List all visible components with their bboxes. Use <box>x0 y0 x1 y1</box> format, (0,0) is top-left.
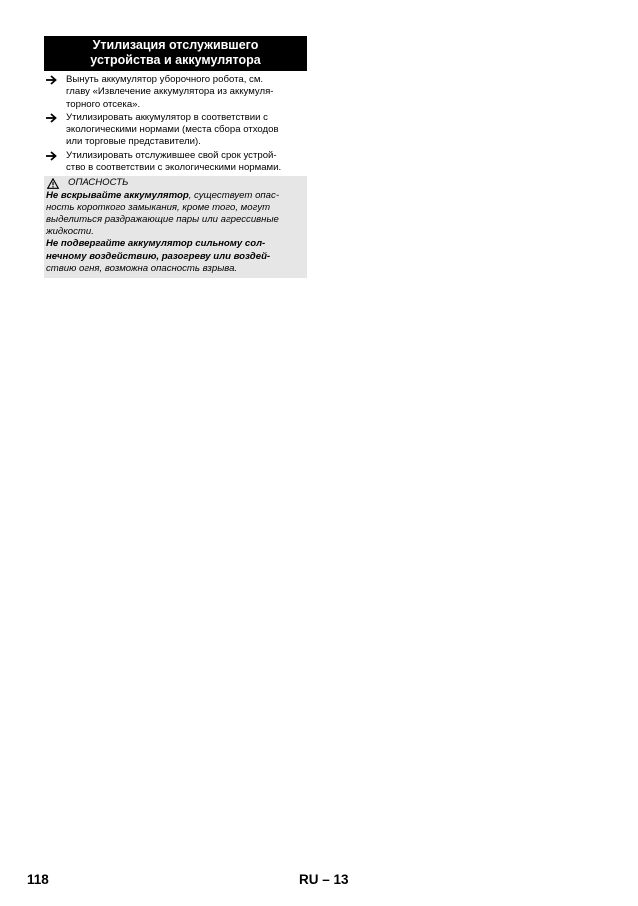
danger-text-rest: , существует опас- <box>188 189 280 201</box>
language-page-label: RU – 13 <box>299 872 349 887</box>
danger-paragraph-2 <box>46 238 304 275</box>
danger-text-line: выделиться раздражающие пары или агрессивные <box>46 213 279 225</box>
step-line: Утилизировать аккумулятор в соответствии с <box>66 111 268 123</box>
step-line: главу «Извлечение аккумулятора из аккумуля- <box>66 86 274 98</box>
step-line: или торговые представители). <box>66 136 201 148</box>
step-item <box>44 112 307 149</box>
danger-text-line <box>46 190 304 202</box>
warning-triangle-icon <box>47 178 59 189</box>
danger-emphasis: Не вскрывайте аккумулятор <box>46 189 189 201</box>
danger-text-line: нечному воздействию, разогреву или воздей- <box>46 250 271 262</box>
page-number: 118 <box>27 872 49 887</box>
danger-text-line: Не подвергайте аккумулятор сильному сол- <box>46 238 266 250</box>
step-line: Вынуть аккумулятор уборочного робота, см. <box>66 74 264 85</box>
section-title-line-2: устройства и аккумулятора <box>90 53 261 67</box>
step-line: ство в соответствии с экологическими нормами. <box>66 162 282 174</box>
step-line: торного отсека». <box>66 98 141 110</box>
danger-label: ОПАСНОСТЬ <box>68 177 129 189</box>
arrow-right-icon <box>45 112 58 124</box>
section-title-line-1: Утилизация отслужившего <box>92 38 259 52</box>
step-item <box>44 150 307 175</box>
danger-text-line: ствию огня, возможна опасность взрыва. <box>46 262 238 274</box>
disposal-section <box>44 36 307 278</box>
step-line: экологическими нормами (места сбора отходов <box>66 124 279 136</box>
danger-text-line: ность короткого замыкания, кроме того, могут <box>46 201 271 213</box>
step-line: Утилизировать отслужившее свой срок устрой- <box>66 149 277 161</box>
step-list <box>44 74 307 174</box>
danger-paragraph-1 <box>46 190 304 239</box>
danger-text-line: жидкости. <box>46 226 94 238</box>
step-item <box>44 74 307 111</box>
section-title <box>44 36 307 71</box>
arrow-right-icon <box>45 74 58 86</box>
danger-heading <box>46 177 304 189</box>
arrow-right-icon <box>45 150 58 162</box>
danger-notice <box>44 176 307 278</box>
